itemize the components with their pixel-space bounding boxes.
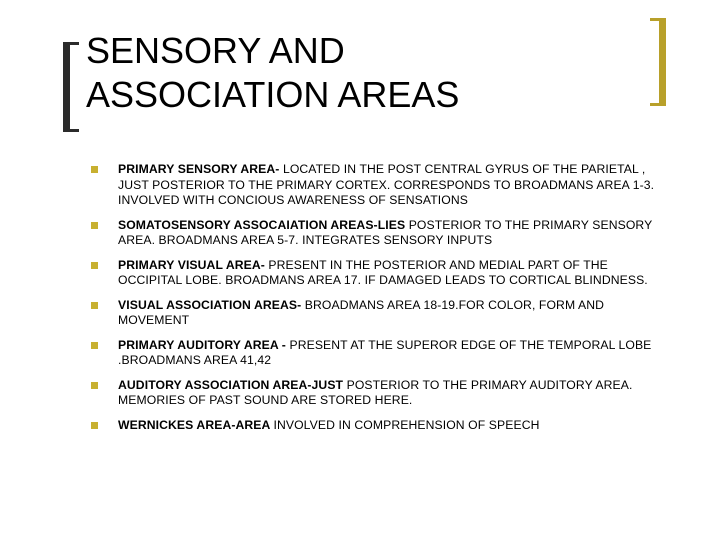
bullet-text: INVOLVED IN COMPREHENSION OF SPEECH xyxy=(273,417,540,432)
bullet-text: POSTERIOR TO THE PRIMARY SENSORY AREA. BROADMANS AREA 5-7. INTEGRATES SENSORY INPUTS xyxy=(118,217,653,247)
square-bullet-icon xyxy=(91,222,98,229)
square-bullet-icon xyxy=(91,342,98,349)
bullet-term: VISUAL ASSOCIATION AREAS- xyxy=(118,297,305,312)
square-bullet-icon xyxy=(91,166,98,173)
bullet-item-primary-auditory xyxy=(90,338,675,369)
bullet-term: PRIMARY AUDITORY AREA - xyxy=(118,337,290,352)
bullet-term: PRIMARY VISUAL AREA- xyxy=(118,257,269,272)
bullet-item-wernickes xyxy=(90,418,675,434)
bullet-item-auditory-association xyxy=(90,378,675,409)
square-bullet-icon xyxy=(91,262,98,269)
bullet-term: AUDITORY ASSOCIATION AREA-JUST xyxy=(118,377,347,392)
right-bracket-decoration xyxy=(650,18,666,106)
bullet-text: LOCATED IN THE POST CENTRAL GYRUS OF THE PARIETAL , JUST POSTERIOR TO THE PRIMARY CORTEX. CORRESPONDS TO BROADMANS AREA 1-3. INVOLVED WITH CONCIOUS AWARENESS OF SENSATIONS xyxy=(118,162,655,207)
slide-title-line-1: SENSORY AND xyxy=(86,30,345,71)
bullet-term: PRIMARY SENSORY AREA- xyxy=(118,162,283,176)
slide-title-line-2: ASSOCIATION AREAS xyxy=(86,74,460,115)
bullet-text: BROADMANS AREA 18-19.FOR COLOR, FORM AND MOVEMENT xyxy=(118,297,605,327)
bullet-term: SOMATOSENSORY ASSOCAIATION AREAS-LIES xyxy=(118,217,409,232)
bullet-item-primary-sensory xyxy=(90,162,675,209)
left-bracket-decoration xyxy=(63,42,79,132)
bullet-text: PRESENT AT THE SUPEROR EDGE OF THE TEMPORAL LOBE .BROADMANS AREA 41,42 xyxy=(118,337,652,367)
square-bullet-icon xyxy=(91,422,98,429)
bullet-list xyxy=(90,162,675,442)
square-bullet-icon xyxy=(91,382,98,389)
slide-title xyxy=(86,29,646,117)
bullet-text: PRESENT IN THE POSTERIOR AND MEDIAL PART OF THE OCCIPITAL LOBE. BROADMANS AREA 17. IF DAMAGED LEADS TO CORTICAL BLINDNESS. xyxy=(118,257,648,287)
bullet-term: WERNICKES AREA-AREA xyxy=(118,417,274,432)
square-bullet-icon xyxy=(91,302,98,309)
bullet-item-somatosensory-association xyxy=(90,218,675,249)
bullet-item-primary-visual xyxy=(90,258,675,289)
bullet-text: POSTERIOR TO THE PRIMARY AUDITORY AREA. MEMORIES OF PAST SOUND ARE STORED HERE. xyxy=(118,377,633,407)
bullet-item-visual-association xyxy=(90,298,675,329)
